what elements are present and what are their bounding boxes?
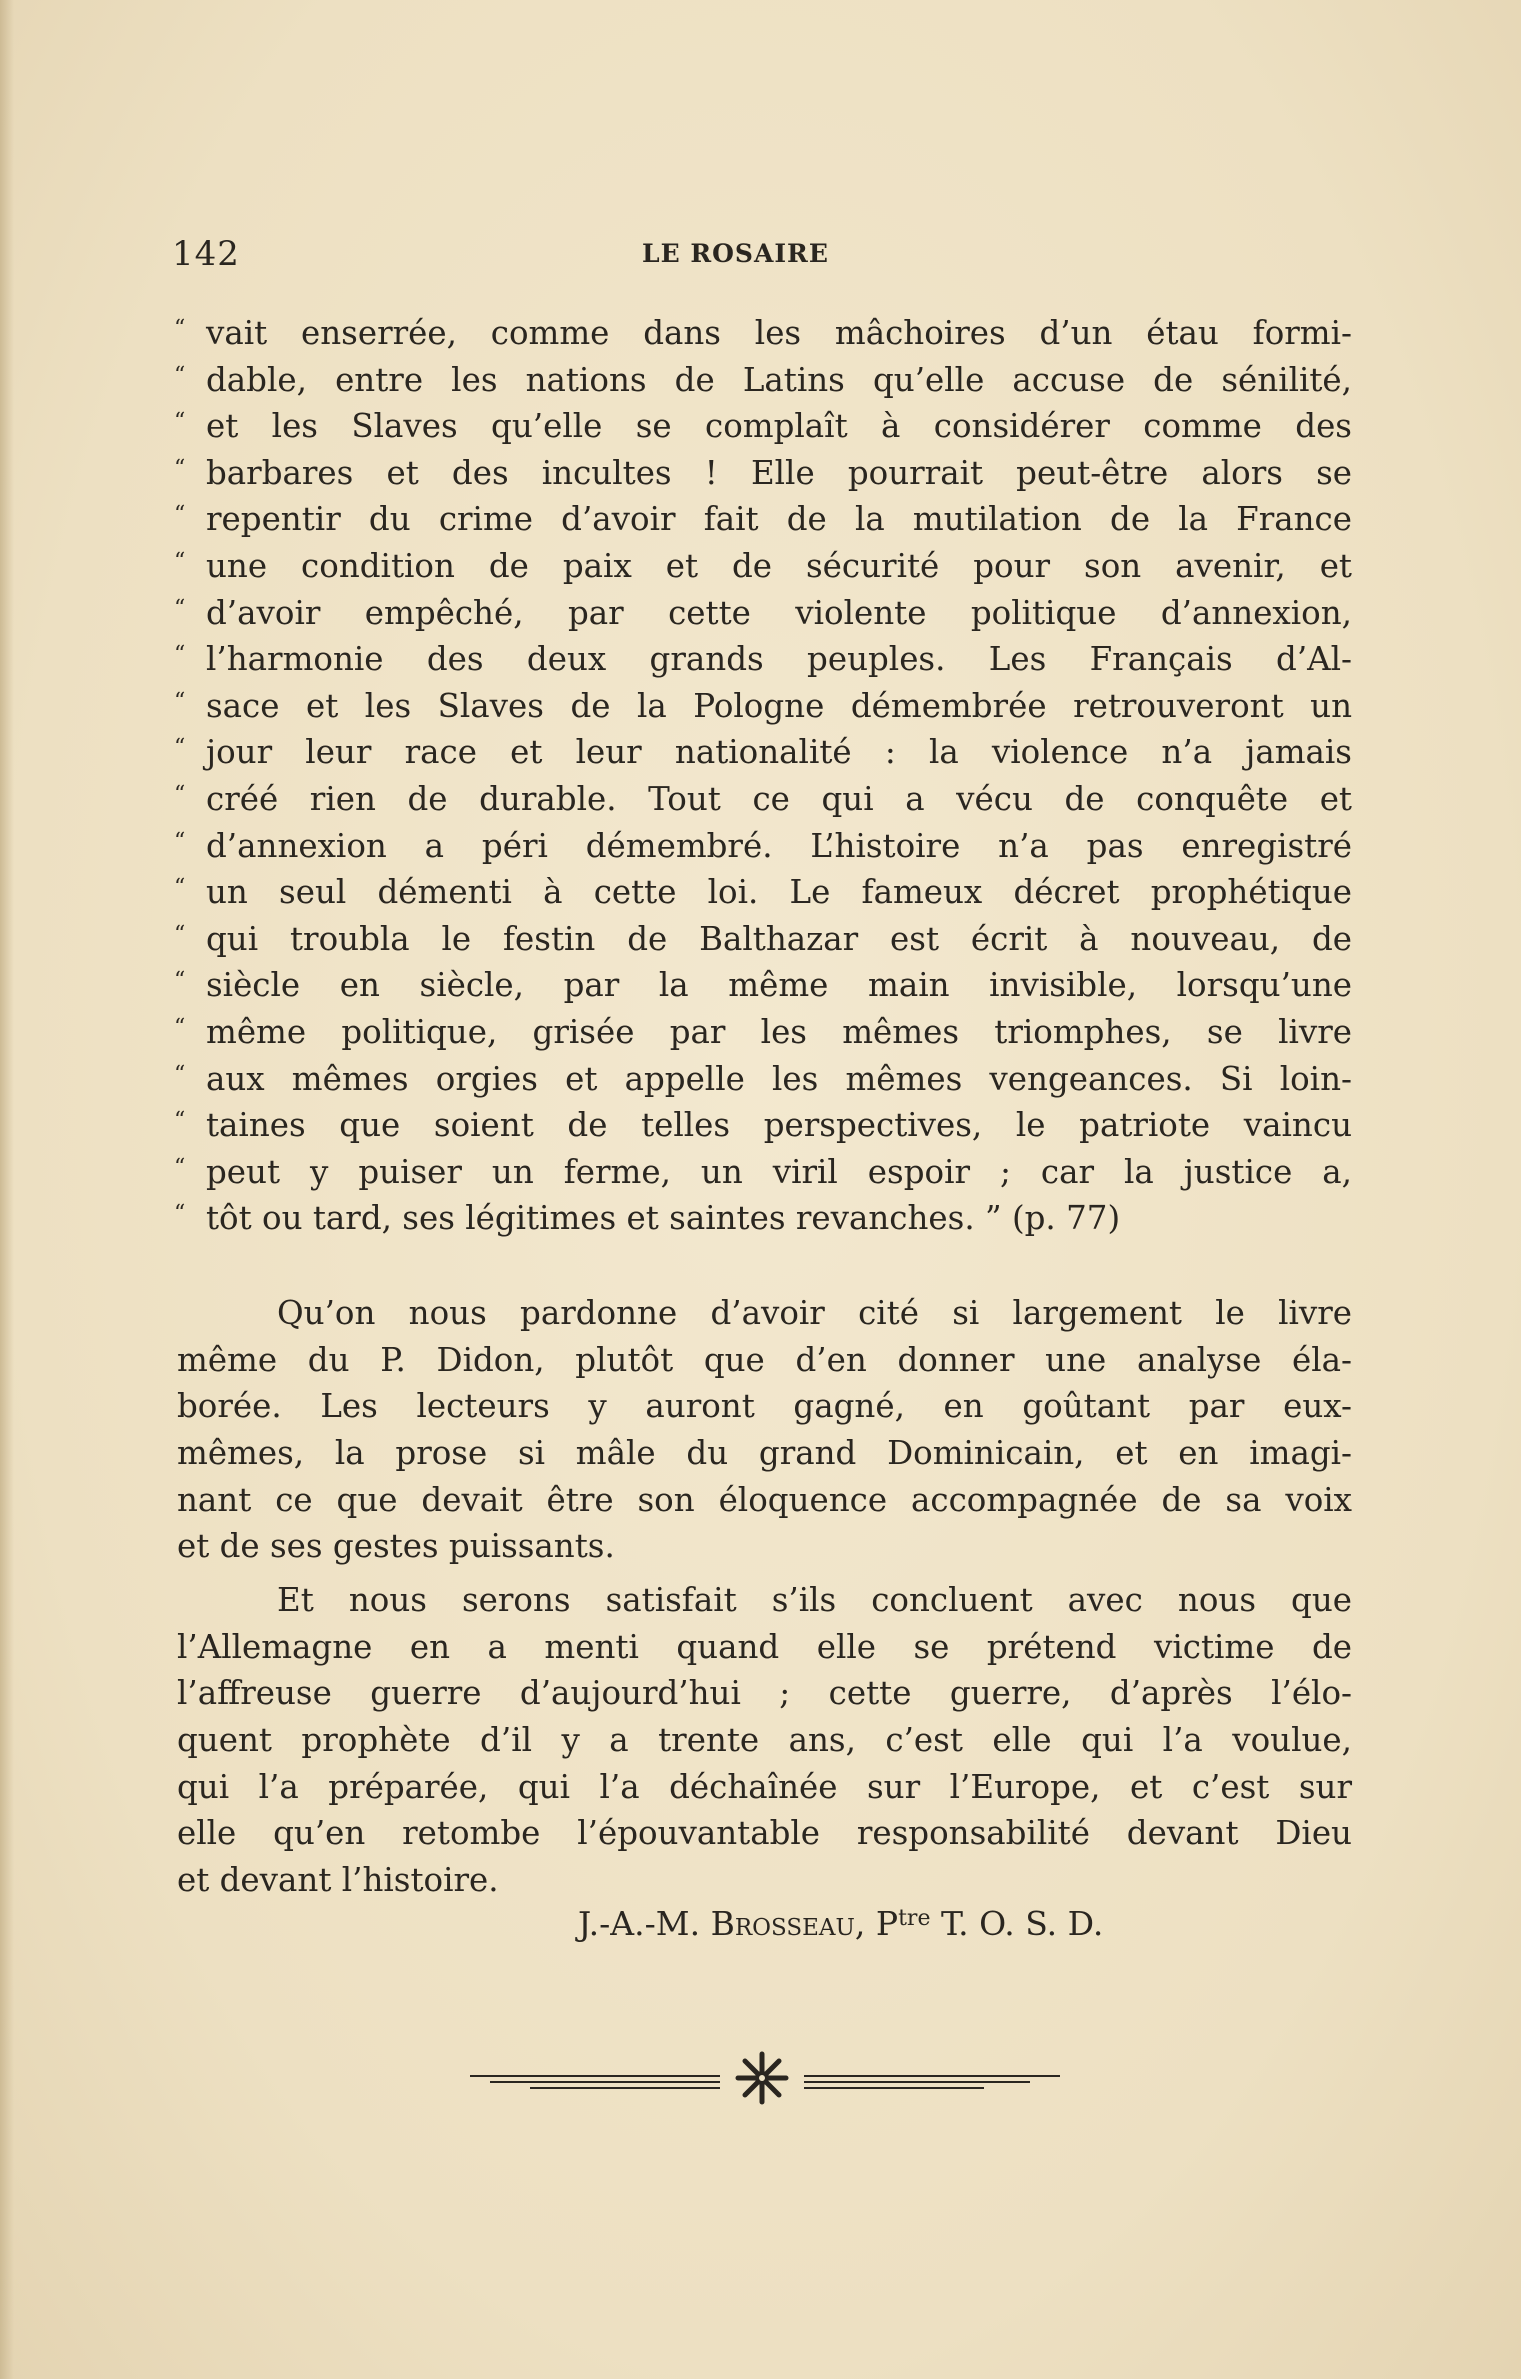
quote-line <box>172 962 1352 1009</box>
quote-line-text: aux mêmes orgies et appelle les mêmes vengeances. Si loin- <box>206 1059 1352 1098</box>
quote-mark: “ <box>174 1108 186 1134</box>
paragraph-line: Et nous serons satisfait s’ils concluent avec nous que <box>277 1581 1352 1619</box>
quote-mark: “ <box>174 968 186 994</box>
paragraph-line: quent prophète d’il y a trente ans, c’est elle qui l’a voulue, <box>177 1721 1352 1760</box>
quote-line <box>172 1009 1352 1056</box>
quote-line-text: et les Slaves qu’elle se complaît à considérer comme des <box>206 407 1352 446</box>
signature-order: T. O. S. D. <box>940 1904 1104 1943</box>
quote-line <box>172 869 1352 916</box>
quote-line-text: siècle en siècle, par la même main invisible, lorsqu’une <box>206 966 1352 1005</box>
paragraph-line: même du P. Didon, plutôt que d’en donner une analyse éla- <box>177 1340 1352 1379</box>
quote-mark: “ <box>174 875 186 901</box>
paragraph-2 <box>177 1577 1352 1904</box>
paragraph-line: et devant l’histoire. <box>177 1861 499 1900</box>
quote-line <box>172 1149 1352 1196</box>
paragraph-line: mêmes, la prose si mâle du grand Dominicain, et en imagi- <box>177 1434 1352 1473</box>
quote-mark: “ <box>174 642 186 668</box>
signature-title-prefix: P <box>875 1904 899 1943</box>
quote-line-text: tôt ou tard, ses légitimes et saintes revanches. ” (p. 77) <box>206 1199 1121 1238</box>
running-head: LE ROSAIRE <box>642 239 829 268</box>
quote-mark: “ <box>174 595 186 621</box>
paragraph-line: nant ce que devait être son éloquence accompagnée de sa voix <box>177 1480 1352 1519</box>
paragraph-1 <box>177 1290 1352 1570</box>
quote-line-text: dable, entre les nations de Latins qu’elle accuse de sénilité, <box>206 360 1352 399</box>
quote-line-text: d’annexion a péri démembré. L’histoire n’a pas enregistré <box>206 826 1352 865</box>
quote-mark: “ <box>174 502 186 528</box>
quote-line <box>172 683 1352 730</box>
quote-mark: “ <box>174 688 186 714</box>
page-number: 142 <box>172 234 240 274</box>
quote-mark: “ <box>174 455 186 481</box>
quote-mark: “ <box>174 316 186 341</box>
paragraph-line: borée. Les lecteurs y auront gagné, en goûtant par eux- <box>177 1387 1352 1426</box>
quote-line <box>172 357 1352 404</box>
quote-line <box>172 823 1352 870</box>
quote-line-text: l’harmonie des deux grands peuples. Les Français d’Al- <box>206 640 1352 679</box>
quote-mark: “ <box>174 1014 186 1040</box>
quote-mark: “ <box>174 409 186 435</box>
page-header <box>172 234 1352 278</box>
quote-line <box>172 1195 1352 1242</box>
quote-line <box>172 310 1352 357</box>
paragraph-line: qui l’a préparée, qui l’a déchaînée sur l’Europe, et c’est sur <box>177 1767 1352 1806</box>
quote-line-text: peut y puiser un ferme, un viril espoir ; car la justice a, <box>206 1152 1352 1191</box>
paragraph-line: l’Allemagne en a menti quand elle se prétend victime de <box>177 1627 1352 1666</box>
quote-line <box>172 450 1352 497</box>
quote-line-text: d’avoir empêché, par cette violente politique d’annexion, <box>206 593 1352 632</box>
quotation-block <box>172 310 1352 1242</box>
quote-line-text: jour leur race et leur nationalité : la violence n’a jamais <box>206 733 1352 772</box>
quote-mark: “ <box>174 1201 186 1227</box>
quote-line-text: vait enserrée, comme dans les mâchoires d’un étau formi- <box>206 314 1352 352</box>
quote-line-text: une condition de paix et de sécurité pour son avenir, et <box>206 546 1352 585</box>
quote-line-text: même politique, grisée par les mêmes triomphes, se livre <box>206 1012 1352 1051</box>
ornament-rule-left-3 <box>530 2087 720 2089</box>
section-end-ornament <box>470 2048 1060 2108</box>
quote-line-text: barbares et des incultes ! Elle pourrait peut-être alors se <box>206 453 1352 492</box>
quote-line-text: créé rien de durable. Tout ce qui a vécu de conquête et <box>206 779 1352 818</box>
signature-initials: J.-A.-M. <box>578 1904 701 1943</box>
quote-line-text: sace et les Slaves de la Pologne démembrée retrouveront un <box>206 686 1352 725</box>
paragraph-line: l’affreuse guerre d’aujourd’hui ; cette guerre, d’après l’élo- <box>177 1674 1352 1713</box>
signature-surname: Brosseau, <box>710 1904 866 1943</box>
quote-mark: “ <box>174 828 186 854</box>
quote-line <box>172 776 1352 823</box>
quote-line-text: un seul démenti à cette loi. Le fameux décret prophétique <box>206 873 1352 912</box>
quote-line <box>172 1056 1352 1103</box>
quote-mark: “ <box>174 735 186 761</box>
ornament-rule-right-1 <box>804 2075 1060 2077</box>
page-edge-shadow <box>0 0 14 2379</box>
paragraph-line: et de ses gestes puissants. <box>177 1527 615 1566</box>
quote-line <box>172 916 1352 963</box>
quote-line <box>172 729 1352 776</box>
quote-line-text: qui troubla le festin de Balthazar est écrit à nouveau, de <box>206 919 1352 958</box>
quote-line <box>172 590 1352 637</box>
signature-title-sup: tre <box>898 1906 931 1931</box>
quote-line-text: repentir du crime d’avoir fait de la mutilation de la France <box>206 500 1352 539</box>
quote-mark: “ <box>174 921 186 947</box>
quote-mark: “ <box>174 1061 186 1087</box>
paragraph-line: elle qu’en retombe l’épouvantable responsabilité devant Dieu <box>177 1814 1352 1853</box>
quote-mark: “ <box>174 548 186 574</box>
signature <box>578 1904 1103 1943</box>
quote-line <box>172 496 1352 543</box>
quote-line <box>172 636 1352 683</box>
ornament-rule-right-2 <box>804 2081 1030 2083</box>
quote-line <box>172 403 1352 450</box>
quote-line <box>172 543 1352 590</box>
asterisk-flower-icon <box>732 2048 792 2108</box>
quote-line-text: taines que soient de telles perspectives, le patriote vaincu <box>206 1106 1352 1145</box>
ornament-rule-right-3 <box>804 2087 984 2089</box>
ornament-rule-left-2 <box>490 2081 720 2083</box>
ornament-rule-left-1 <box>470 2075 720 2077</box>
paragraph-line: Qu’on nous pardonne d’avoir cité si largement le livre <box>277 1294 1352 1332</box>
quote-line <box>172 1102 1352 1149</box>
quote-mark: “ <box>174 781 186 807</box>
quote-mark: “ <box>174 362 186 388</box>
quote-mark: “ <box>174 1154 186 1180</box>
